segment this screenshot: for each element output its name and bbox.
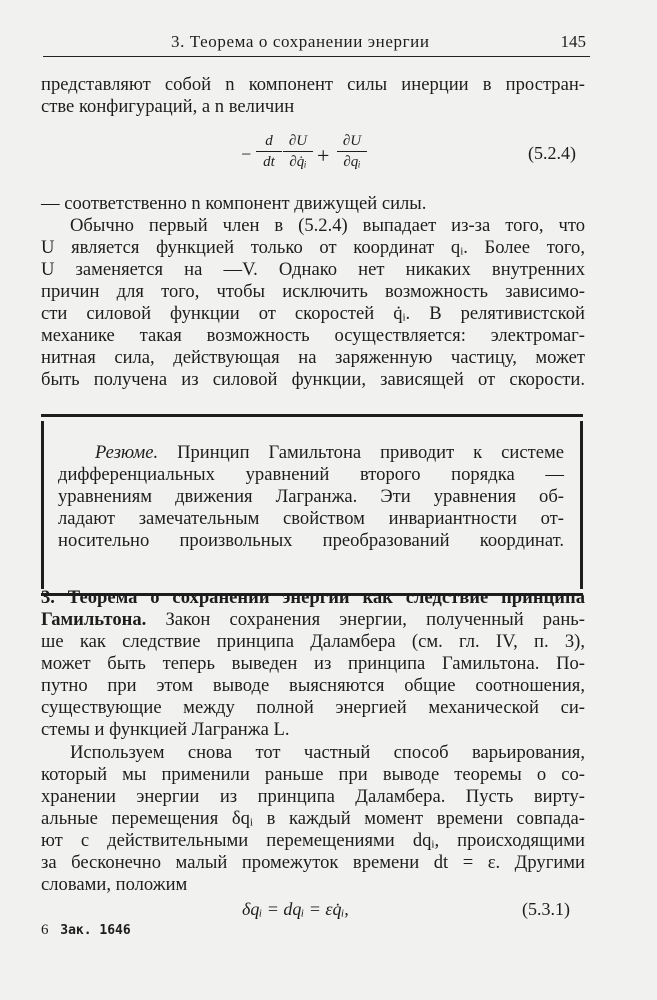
text-line: причин для того, чтобы исключить возможность зависимо- (41, 281, 585, 302)
text-line: нитная сила, действующая на заряженную частицу, может (41, 347, 585, 368)
eq-numerator: d (265, 133, 273, 149)
equation-number: (5.2.4) (528, 143, 576, 163)
text-line: ют с действительными перемещениями dqᵢ, происходящими (41, 830, 585, 851)
text-line: механике такая возможность осуществляется: электромаг- (41, 325, 585, 346)
summary-label: Резюме. (95, 442, 159, 463)
text-line: U является функцией только от координат qᵢ. Более того, (41, 237, 585, 258)
text-line: за бесконечно малый промежуток времени dt = ε. Другими (41, 852, 585, 873)
summary-line (95, 442, 564, 464)
eq-fraction-dU-dqdot (283, 132, 313, 171)
text-line: стве конфигураций, а n величин (41, 96, 295, 117)
eq-numerator: ∂U (288, 133, 308, 149)
summary-box-right-rule (580, 421, 583, 589)
section-heading-word: Гамильтона. (41, 609, 147, 630)
text-line: Используем снова тот частный способ варьирования, (70, 742, 585, 763)
text-line: — соответственно n компонент движущей силы. (41, 193, 427, 214)
order-number: Зак. 1646 (60, 923, 131, 938)
page-number: 145 (560, 32, 586, 51)
equation-number: (5.3.1) (522, 899, 570, 919)
eq-minus: − (240, 144, 253, 164)
text-line: стемы и функцией Лагранжа L. (41, 719, 290, 740)
section-heading: 3. Теорема о сохранении энергии как следствие принципа (41, 587, 585, 608)
eq-denominator: ∂q̇ᵢ (289, 154, 307, 170)
eq-plus: + (317, 143, 330, 168)
text-line: U заменяется на —V. Однако нет никаких внутренних (41, 259, 585, 280)
section-text: Закон сохранения энергии, полученный рань- (165, 609, 585, 630)
text-line: который мы применили раньше при выводе теоремы о со- (41, 764, 585, 785)
text-line: ше как следствие принципа Даламбера (см. гл. IV, п. 3), (41, 631, 585, 652)
text-line (41, 609, 585, 631)
text-line: словами, положим (41, 874, 188, 895)
summary-line: уравнениям движения Лагранжа. Эти уравнения об- (58, 486, 564, 507)
text-line: представляют собой n компонент силы инерции в простран- (41, 74, 585, 95)
text-line: сти силовой функции от скоростей q̇ᵢ. В релятивистской (41, 303, 585, 324)
eq-denominator: ∂qᵢ (343, 154, 361, 170)
eq-fraction-d-dt (256, 132, 282, 171)
eq-denominator: dt (263, 154, 275, 170)
text-line: существующие между полной энергией механической си- (41, 697, 585, 718)
text-line: быть получена из силовой функции, зависящей от скорости. (41, 369, 585, 390)
summary-text: Принцип Гамильтона приводит к системе (177, 442, 564, 463)
signature-number: 6 (41, 922, 49, 938)
running-title: 3. Теорема о сохранении энергии (171, 32, 430, 51)
equation-5-3-1: δqᵢ = dqᵢ = εq̇ᵢ, (242, 899, 349, 919)
printer-signature (41, 922, 131, 939)
summary-line: носительно произвольных преобразований координат. (58, 530, 564, 551)
eq-numerator: ∂U (342, 133, 362, 149)
text-line: альные перемещения δqᵢ в каждый момент времени совпада- (41, 808, 585, 829)
text-line: Обычно первый член в (5.2.4) выпадает из-за того, что (70, 215, 585, 236)
running-header (43, 32, 590, 57)
summary-line: дифференциальных уравнений второго порядка — (58, 464, 564, 485)
text-line: путно при этом выводе выясняются общие соотношения, (41, 675, 585, 696)
text-line: хранении энергии из принципа Даламбера. Пусть вирту- (41, 786, 585, 807)
summary-line: ладают замечательным свойством инвариантности от- (58, 508, 564, 529)
text-line: может быть теперь выведен из принципа Гамильтона. По- (41, 653, 585, 674)
eq-fraction-dU-dq (337, 132, 367, 171)
summary-box-left-rule (41, 421, 44, 589)
